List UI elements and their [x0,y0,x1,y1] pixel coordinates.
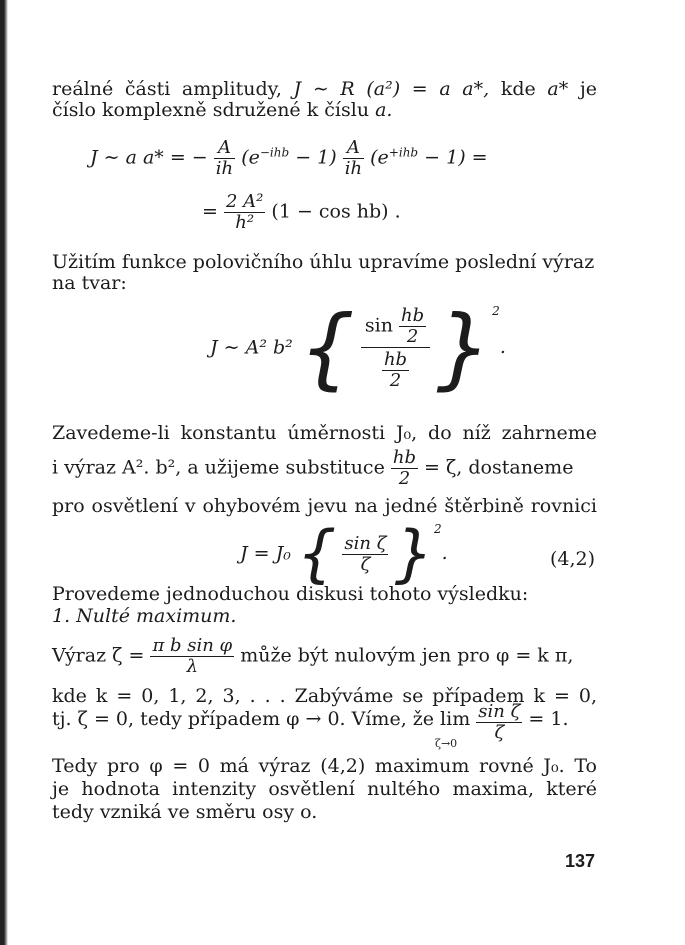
paragraph-1-line-2: číslo komplexně sdružené k číslu a. [52,99,393,121]
paragraph-5-line-4: Tedy pro φ = 0 má výraz (4,2) maximum rovné J₀. To [52,755,597,777]
paragraph-2-line-2: na tvar: [52,272,127,294]
paragraph-5-line-3: tj. ζ = 0, tedy případem φ → 0. Víme, že lim $\frac{\text{sin ζ}}{\zeta}$ = 1. [52,701,569,743]
section-heading: 1. Nulté maximum. [52,605,237,627]
paragraph-3-line-1: Zavedeme-li konstantu úměrnosti J₀, do níž zahrneme [52,422,597,444]
page-number: 137 [565,851,596,871]
scan-edge [0,0,8,945]
equation-4: J = J₀ { $\frac{\text{sin ζ}}{\zeta}$ }$^2$. [240,517,448,590]
limit-subscript: ζ→0 [435,737,458,750]
paragraph-3-line-3: pro osvětlení v ohybovém jevu na jedné štěrbině rovnici [52,495,597,517]
paragraph-5-line-5: je hodnota intenzity osvětlení nultého maxima, které [52,778,597,800]
paragraph-5-line-2: kde k = 0, 1, 2, 3, . . . Zabýváme se případem k = 0, [52,685,597,707]
equation-1: J ∼ a a* = − $\frac{A}{ih}$ $(e^{-ihb} - 1)$ $\frac{A}{ih}$ $(e^{+ihb} - 1)$ = [90,137,488,179]
paragraph-1-line-1: reálné části amplitudy, J ∼ R (a²) = a a*, kde a* je [52,78,598,100]
paragraph-4-line-1: Provedeme jednoduchou diskusi tohoto výsledku: [52,583,529,605]
equation-3: J ∼ A² b² { sin $\frac{hb}{2}$ $\frac{hb}{2}$ }$^2$. [210,296,506,399]
paragraph-3-line-2: i výraz A². b², a užijeme substituce $\frac{hb}{2}$ = ζ, dostaneme [52,447,574,489]
paragraph-5-line-1: Výraz ζ = $\frac{\text{π b sin φ}}{\lambda}$ může být nulovým jen pro φ = k π, [52,635,574,677]
equation-2: = $\frac{\text{2 A²}}{\text{h²}}$ (1 − cos hb) . [202,191,401,233]
paragraph-2-line-1: Užitím funkce polovičního úhlu upravíme poslední výraz [52,251,595,273]
paragraph-5-line-6: tedy vzniká ve směru osy o. [52,801,318,823]
equation-number: (4,2) [550,548,596,570]
